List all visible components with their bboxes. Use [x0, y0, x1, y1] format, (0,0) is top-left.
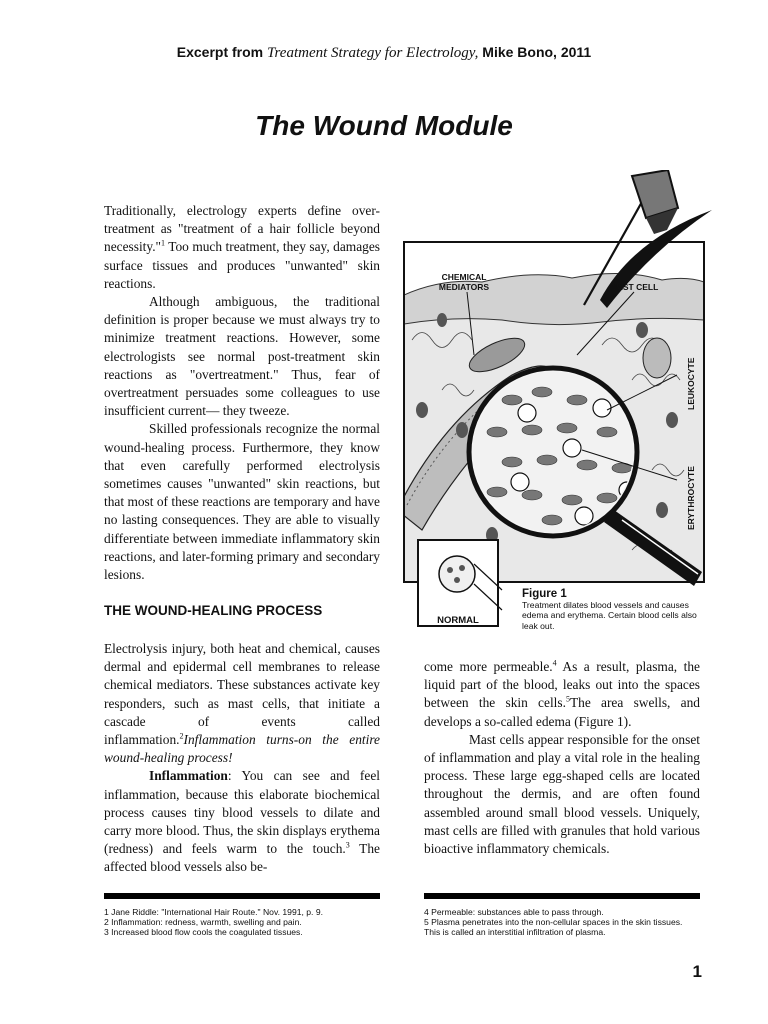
- intro-paragraph-3: Skilled professionals recognize the normal wound-healing process. Furthermore, they know that even carefully performed electrolysis sometimes causes "unwanted" skin reactions, but that most of these reactions are temporary and have no lasting consequences. They are able to visually differentiate between immediate inflammatory skin reactions, and later-forming primary and secondary lesions.: [104, 421, 380, 583]
- footnote-4: 4 Permeable: substances able to pass through.: [424, 907, 604, 917]
- intro-paragraph-1: Traditionally, electrology experts define over-treatment as "treatment of a hair follicle beyond necessity."$^1$ Too much treatment, they say, damages surface tissues and produces "unwanted" skin reactions.: [104, 203, 380, 291]
- section-paragraph-1: Electrolysis injury, both heat and chemical, causes dermal and epidermal cell membranes to release chemical mediators. These substances activate key responders, such as mast cells, that initiate a cascade of events called inflammation.$^2$Inflammation turns-on the entire wound-healing process!: [104, 641, 380, 766]
- footnote-3: 3 Increased blood flow cools the coagulated tissues.: [104, 927, 303, 937]
- footnote-rule-left: [104, 893, 380, 899]
- figure-label-leukocyte: LEUKOCYTE: [686, 357, 696, 410]
- right-paragraph-2: Mast cells appear responsible for the onset of inflammation and play a vital role in the healing process. These large egg-shaped cells are located throughout the dermis, and are often found assembled around small blood vessels. Uniquely, mast cells are filled with granules that hold various bioactive inflammatory chemicals.: [424, 731, 700, 857]
- figure-caption-title: Figure 1: [522, 588, 567, 600]
- section-column: [104, 640, 380, 877]
- page-number: 1: [692, 962, 702, 981]
- footnotes-left: [104, 907, 384, 937]
- figure-caption: [522, 588, 712, 631]
- figure-label-chemical: CHEMICAL: [441, 272, 487, 282]
- header-book-title: Treatment Strategy for Electrology,: [267, 45, 479, 61]
- intro-column: [104, 202, 380, 584]
- footnote-5: 5 Plasma penetrates into the non-cellular spaces in the skin tissues. This is called an interstitial infiltration of plasma.: [424, 917, 683, 937]
- footnotes-right: [424, 907, 700, 937]
- running-header: [0, 44, 768, 62]
- wound-illustration: [402, 170, 712, 635]
- figure-label-mast-cell: MAST CELL: [609, 282, 659, 292]
- figure-caption-text: Treatment dilates blood vessels and causes edema and erythema. Certain blood cells also leak out.: [522, 600, 697, 631]
- right-column: [424, 658, 700, 858]
- page-title: The Wound Module: [255, 110, 513, 141]
- figure-label-normal: NORMAL: [437, 615, 479, 626]
- intro-paragraph-2: Although ambiguous, the traditional definition is proper because we must always try to minimize treatment reactions. However, some electrologists see normal post-treatment skin reactions as "overtreatment." Thus, fear of overtreatment persuades some colleagues to use insufficient current— they tweeze.: [104, 294, 380, 419]
- section-heading: THE WOUND-HEALING PROCESS: [104, 603, 323, 618]
- header-author: Mike Bono, 2011: [482, 44, 592, 60]
- figure-label-erythrocyte: ERYTHROCYTE: [686, 466, 696, 530]
- right-paragraph-1: come more permeable.$^4$ As a result, plasma, the liquid part of the blood, leaks out into the spaces between the skin cells.$^5$The area swells, and develops a so-called edema (Figure 1).: [424, 658, 700, 729]
- figure-label-mediators: MEDIATORS: [438, 282, 490, 292]
- header-prefix: Excerpt from: [176, 44, 264, 60]
- footnote-rule-right: [424, 893, 700, 899]
- footnote-2: 2 Inflammation: redness, warmth, swelling and pain.: [104, 917, 302, 927]
- section-paragraph-2: Inflammation: You can see and feel inflammation, because this elaborate biochemical process causes tiny blood vessels to dilate and carry more blood. Thus, the skin displays erythema (redness) and feels warm to the touch.$^3$ The affected blood vessels also be-: [104, 768, 380, 875]
- footnote-1: 1 Jane Riddle: "International Hair Route." Nov. 1991, p. 9.: [104, 907, 324, 917]
